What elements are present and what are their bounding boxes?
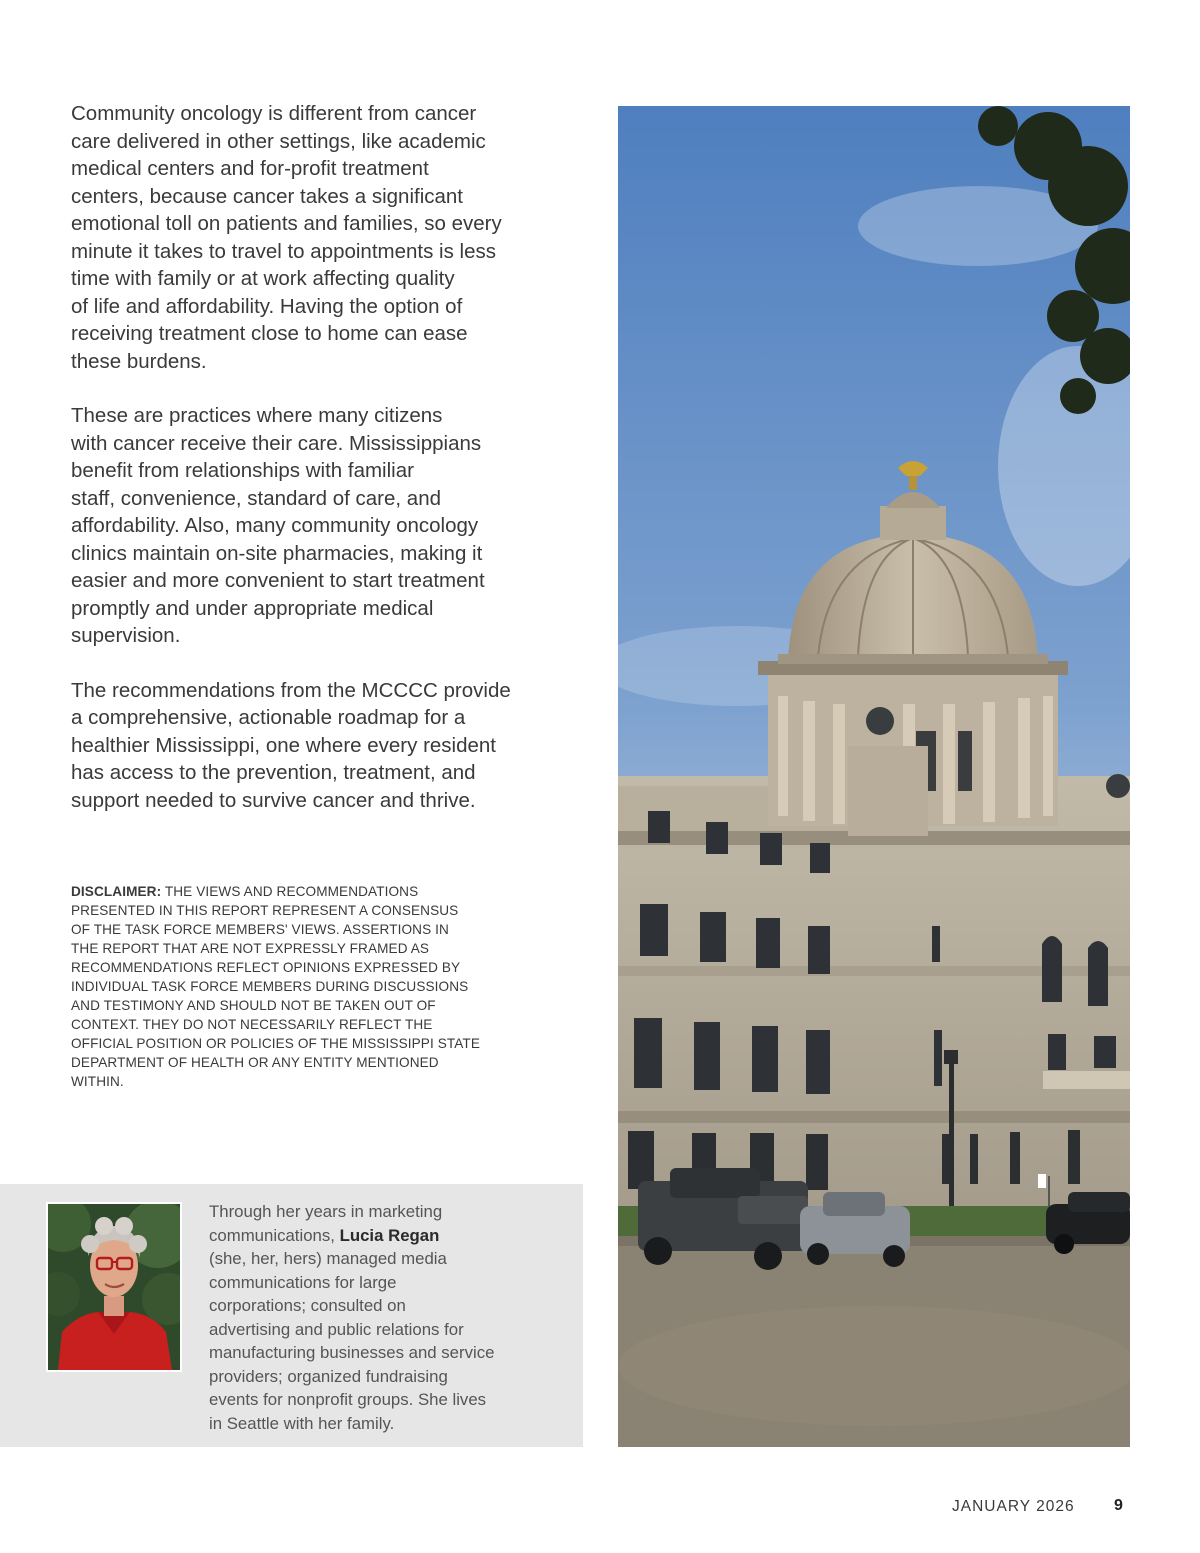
page-number: 9 [1114, 1497, 1123, 1514]
text-line: a comprehensive, actionable roadmap for a [71, 706, 466, 729]
text-line: corporations; consulted on [209, 1296, 406, 1315]
text-line: in Seattle with her family. [209, 1413, 395, 1433]
issue-date: JANUARY 2026 [952, 1498, 1075, 1515]
disclaimer [71, 882, 571, 1091]
text-line: medical centers and for-profit treatment [71, 157, 429, 180]
text-line: THE REPORT THAT ARE NOT EXPRESSLY FRAMED AS [71, 941, 430, 956]
text-line: support needed to survive cancer and thrive. [71, 788, 476, 812]
text-line: (she, her, hers) managed media [209, 1249, 447, 1268]
text-line: care delivered in other settings, like academic [71, 129, 486, 153]
text-line: WITHIN. [71, 1074, 124, 1089]
article-paragraph-2 [71, 402, 591, 650]
text-line: healthier Mississippi, one where every resident [71, 733, 497, 757]
capitol-building-image [618, 106, 1130, 1447]
text-line: minute it takes to travel to appointments is less [71, 239, 497, 263]
text-line: has access to the prevention, treatment, and [71, 761, 476, 784]
text-line: clinics maintain on-site pharmacies, making it [71, 541, 483, 565]
text-line: OF THE TASK FORCE MEMBERS' VIEWS. ASSERTIONS IN [71, 922, 449, 937]
text-line: these burdens. [71, 349, 207, 373]
text-line [209, 1224, 569, 1248]
text-line: providers; organized fundraising [209, 1366, 448, 1386]
text-line: staff, convenience, standard of care, and [71, 486, 442, 510]
text-line: DEPARTMENT OF HEALTH OR ANY ENTITY MENTIONED [71, 1055, 439, 1070]
text-line: promptly and under appropriate medical [71, 596, 434, 620]
capitol-photo [618, 106, 1130, 1447]
text-line: manufacturing businesses and service [209, 1343, 495, 1362]
text-line: easier and more convenient to start treatment [71, 569, 485, 592]
text-line: affordability. Also, many community oncology [71, 514, 479, 537]
text-line: PRESENTED IN THIS REPORT REPRESENT A CONSENSUS [71, 903, 459, 918]
disclaimer-first-line [71, 882, 571, 901]
text-line: communications for large [209, 1272, 397, 1292]
text-fragment: communications, [209, 1225, 340, 1245]
text-line: These are practices where many citizens [71, 404, 443, 427]
author-portrait-image [48, 1204, 180, 1370]
article-body [71, 100, 591, 841]
text-line: with cancer receive their care. Mississippians [71, 431, 482, 455]
author-photo [46, 1202, 182, 1372]
text-line: supervision. [71, 624, 181, 647]
author-bio-text [209, 1200, 569, 1435]
text-line: CONTEXT. THEY DO NOT NECESSARILY REFLECT THE [71, 1017, 433, 1032]
text-line: INDIVIDUAL TASK FORCE MEMBERS DURING DISCUSSIONS [71, 979, 469, 994]
text-line: of life and affordability. Having the option of [71, 294, 463, 318]
text-line: benefit from relationships with familiar [71, 459, 414, 482]
text-line: receiving treatment close to home can ease [71, 322, 468, 345]
author-name: Lucia Regan [339, 1225, 440, 1245]
author-bio [0, 1184, 583, 1447]
text-line: RECOMMENDATIONS REFLECT OPINIONS EXPRESSED BY [71, 960, 461, 975]
text-line: Through her years in marketing [209, 1202, 443, 1221]
text-line: The recommendations from the MCCCC provide [71, 678, 511, 702]
text-line: time with family or at work affecting quality [71, 267, 455, 290]
text-line: advertising and public relations for [209, 1319, 464, 1339]
text-line: THE VIEWS AND RECOMMENDATIONS [161, 884, 419, 899]
text-line: events for nonprofit groups. She lives [209, 1390, 487, 1409]
disclaimer-label: DISCLAIMER: [71, 884, 162, 899]
text-line: emotional toll on patients and families, so every [71, 212, 502, 235]
article-paragraph-3 [71, 677, 591, 815]
text-line: OFFICIAL POSITION OR POLICIES OF THE MISSISSIPPI STATE [71, 1036, 481, 1051]
text-line: AND TESTIMONY AND SHOULD NOT BE TAKEN OUT OF [71, 998, 436, 1013]
article-paragraph-1 [71, 100, 591, 375]
text-line: centers, because cancer takes a significant [71, 184, 463, 208]
text-line: Community oncology is different from cancer [71, 102, 477, 125]
